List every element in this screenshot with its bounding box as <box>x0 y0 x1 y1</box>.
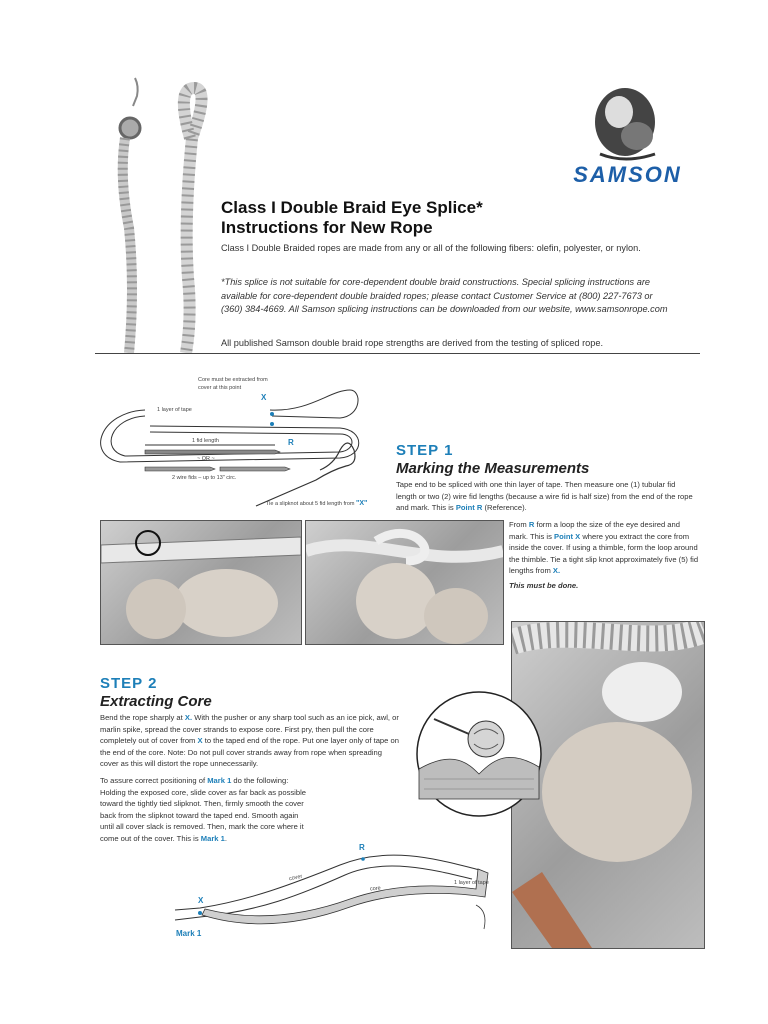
note-text: *This splice is not suitable for core-dependent double braid constructions. Special splicing instructions are available for core-dependent double braided ropes; please contact Customer Service at (800) 227-7673 or (360) 384-4669. All Samson splicing instructions can be downloaded from our website, www.samsonrope.com <box>221 277 668 314</box>
marking-photo-2 <box>305 520 504 645</box>
label-tape: 1 layer of tape <box>157 407 192 413</box>
step2-text-a1: Bend the rope sharply at <box>100 713 183 722</box>
rope-shackle-photo <box>95 68 220 358</box>
step1-text-1 <box>396 479 698 514</box>
core-extraction-zoom <box>414 689 544 819</box>
label-cover: cover <box>288 873 303 883</box>
step2-title: Extracting Core <box>100 693 212 710</box>
step2-text-2 <box>100 775 310 844</box>
step2-text-a2: With the pusher or any sharp tool such as an ice pick, awl, or marlin spike, spread the cover strands to expose core. First pry, then pull the core completely out of cover from <box>100 713 399 745</box>
step2-mark1: Mark 1 <box>207 776 232 785</box>
step2-number: STEP 2 <box>100 675 158 692</box>
label-or: ~ OR ~ <box>197 456 215 462</box>
label-slipknot-text: Tie a slipknot about 5 fid length from <box>266 501 355 507</box>
label-fid-length: 1 fid length <box>192 438 219 444</box>
step1-text-b: (Reference). <box>484 503 527 512</box>
core-mark-diagram <box>170 845 500 945</box>
step2-mark1b: Mark 1 <box>200 833 225 843</box>
title-line-1: Class I Double Braid Eye Splice* <box>221 198 483 217</box>
marking-photo-1 <box>100 520 302 645</box>
step2-x2: X <box>197 736 203 745</box>
step1-number: STEP 1 <box>396 442 454 459</box>
label-tape-diagram2: 1 layer of tape <box>454 880 489 886</box>
step1-must: This must be done. <box>509 581 579 590</box>
step2-period: . <box>224 833 227 843</box>
step1-point-x: Point X <box>554 531 581 541</box>
intro-text: Class I Double Braided ropes are made from any or all of the following fibers: olefin, polyester, or nylon. <box>221 243 641 253</box>
step1-x: X. <box>552 566 561 575</box>
step1-text-d: where you extract the core from inside the cover. If using a thimble, form the loop around the thimble. Tie a tight slip knot approximately five (5) fid lengths from <box>509 531 699 575</box>
page-title <box>221 198 483 238</box>
step2-text-b2: do the following: Holding the exposed core, slide cover as far back as possible toward the tightly tied slipknot. Then, firmly smooth the cover back from the slipknot toward the taped end. Smooth again until all cover slack is removed. Then, mark the core where it come out of the cover. This is <box>100 776 306 843</box>
samson-logo <box>555 74 700 186</box>
label-core-extract-2: cover at this point <box>198 385 242 391</box>
step2-text-a3: to the taped end of the rope. Put one layer only of tape on the end of the core. Note: Do not pull cover strands away from rope when spreading cover as this will distort the rope unnecessarily. <box>100 736 399 768</box>
divider <box>95 353 700 354</box>
label-slipknot <box>266 500 367 507</box>
label-x-diagram2: X <box>198 896 204 905</box>
label-slipknot-x: "X" <box>356 500 368 507</box>
title-line-2: Instructions for New Rope <box>221 218 433 237</box>
step2-x1: X. <box>184 713 193 722</box>
step1-from: From <box>509 520 527 529</box>
label-mark1: Mark 1 <box>176 929 202 938</box>
step1-point-r: Point R <box>455 503 483 512</box>
step2-text-b1: To assure correct positioning of <box>100 776 206 785</box>
step1-text-2 <box>509 519 701 577</box>
label-core: core <box>369 885 381 893</box>
step1-title: Marking the Measurements <box>396 460 590 477</box>
label-core-extract: Core must be extracted from <box>198 377 268 383</box>
samson-wordmark: SAMSON <box>573 162 682 187</box>
label-x-diagram1: X <box>261 393 267 402</box>
step1-r: R <box>528 520 535 529</box>
strengths-text: All published Samson double braid rope strengths are derived from the testing of spliced rope. <box>221 338 604 348</box>
label-r-diagram1: R <box>288 438 294 447</box>
step1-text-a: Tape end to be spliced with one thin layer of tape. Then measure one (1) tubular fid length or two (2) wire fid lengths (because a wire fid is half size) from the end of the rope and mark. This is <box>396 480 693 512</box>
rope-measure-diagram <box>90 370 390 510</box>
label-r-diagram2: R <box>359 843 365 852</box>
step1-text-c: form a loop the size of the eye desired and mark. This is <box>509 520 680 541</box>
step2-text-1 <box>100 712 400 770</box>
label-wire-fids: 2 wire fids – up to 13" circ. <box>172 475 237 481</box>
